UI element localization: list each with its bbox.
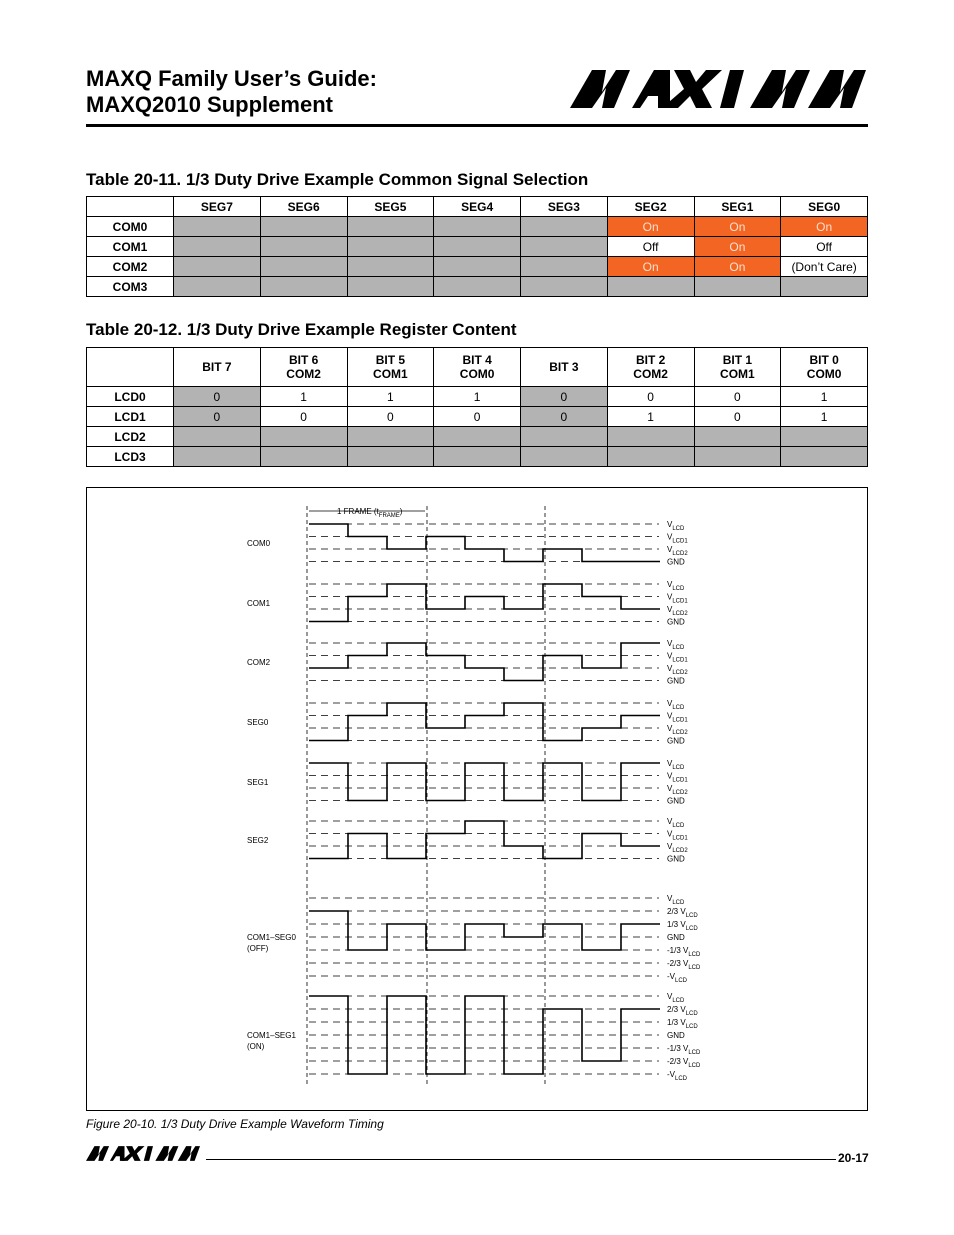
row-label: COM0 bbox=[87, 217, 174, 237]
level-label: $V_{LCD}$ bbox=[667, 759, 685, 771]
table-cell bbox=[434, 257, 521, 277]
title-line-1: MAXQ Family User’s Guide: bbox=[86, 66, 377, 91]
table-cell bbox=[434, 217, 521, 237]
level-label: $V_{LCD1}$ bbox=[667, 711, 688, 724]
signal-state: (ON) bbox=[247, 1042, 265, 1051]
table-cell bbox=[347, 447, 434, 467]
waveform-trace bbox=[309, 911, 660, 950]
table-row bbox=[87, 257, 868, 277]
signal-name: COM2 bbox=[247, 657, 271, 667]
figure-caption: Figure 20-10. 1/3 Duty Drive Example Waveform Timing bbox=[86, 1117, 384, 1131]
level-label: $V_{LCD1}$ bbox=[667, 829, 688, 842]
level-label: 2/3 $V_{LCD}$ bbox=[667, 907, 698, 919]
table-cell bbox=[521, 427, 608, 447]
level-label: $V_{LCD}$ bbox=[667, 992, 685, 1004]
table-row bbox=[87, 387, 868, 407]
level-label: $V_{LCD1}$ bbox=[667, 651, 688, 664]
table-cell: 0 bbox=[260, 407, 347, 427]
table-cell bbox=[260, 237, 347, 257]
table-cell bbox=[347, 217, 434, 237]
level-label: GND bbox=[667, 676, 685, 686]
row-label: LCD3 bbox=[87, 447, 174, 467]
header-corner bbox=[87, 348, 174, 387]
column-header-bit: BIT 3 bbox=[549, 360, 579, 374]
level-label: GND bbox=[667, 933, 685, 942]
table-cell: 0 bbox=[521, 407, 608, 427]
column-header bbox=[607, 348, 694, 387]
table-cell bbox=[347, 237, 434, 257]
row-label: LCD1 bbox=[87, 407, 174, 427]
column-header-bit: BIT 0 bbox=[809, 353, 839, 367]
table-cell bbox=[174, 427, 261, 447]
column-header: SEG6 bbox=[260, 197, 347, 217]
waveform-trace bbox=[309, 584, 660, 622]
table-cell: 0 bbox=[694, 407, 781, 427]
row-label: LCD2 bbox=[87, 427, 174, 447]
column-header-bit: BIT 7 bbox=[202, 360, 232, 374]
level-label: $V_{LCD2}$ bbox=[667, 605, 688, 617]
level-label: GND bbox=[667, 796, 685, 806]
table-cell bbox=[174, 217, 261, 237]
footer-maxim-logo bbox=[86, 1146, 200, 1161]
table-cell bbox=[694, 427, 781, 447]
signal-name: SEG0 bbox=[247, 717, 269, 727]
table-cell bbox=[434, 447, 521, 467]
table-cell: Off bbox=[781, 237, 868, 257]
signal-name: COM0 bbox=[247, 538, 271, 548]
table-cell bbox=[607, 277, 694, 297]
header-rule bbox=[86, 124, 868, 127]
table-cell bbox=[607, 427, 694, 447]
table-cell bbox=[521, 277, 608, 297]
level-label: $V_{LCD}$ bbox=[667, 817, 685, 829]
table-cell: 0 bbox=[521, 387, 608, 407]
table-row bbox=[87, 427, 868, 447]
level-label: $-V_{LCD}$ bbox=[667, 972, 688, 984]
column-header-bit: BIT 6 bbox=[288, 353, 319, 367]
table-cell bbox=[260, 217, 347, 237]
table-cell: 1 bbox=[260, 387, 347, 407]
table-cell: On bbox=[694, 257, 781, 277]
table-cell: On bbox=[781, 217, 868, 237]
table-cell: 1 bbox=[781, 387, 868, 407]
table-cell bbox=[260, 447, 347, 467]
level-label: 2/3 $V_{LCD}$ bbox=[667, 1005, 698, 1017]
level-label: $V_{LCD2}$ bbox=[667, 842, 688, 854]
row-label: COM1 bbox=[87, 237, 174, 257]
header-corner bbox=[87, 197, 174, 217]
level-label: GND bbox=[667, 617, 685, 627]
frame-label: 1 FRAME $(t_{FRAME})$ bbox=[337, 507, 403, 519]
level-label: GND bbox=[667, 736, 685, 746]
common-signal-table bbox=[86, 196, 868, 297]
register-content-table bbox=[86, 347, 868, 467]
column-header-signal: COM0 bbox=[459, 367, 495, 381]
column-header bbox=[521, 348, 608, 387]
document-title bbox=[86, 66, 377, 118]
table-cell bbox=[174, 447, 261, 467]
level-label: $V_{LCD}$ bbox=[667, 639, 685, 651]
column-header: SEG1 bbox=[694, 197, 781, 217]
level-label: $V_{LCD}$ bbox=[667, 894, 685, 906]
level-label: -1/3 $V_{LCD}$ bbox=[667, 946, 701, 958]
table-cell bbox=[434, 277, 521, 297]
level-label: $V_{LCD2}$ bbox=[667, 664, 688, 676]
level-label: $V_{LCD2}$ bbox=[667, 724, 688, 736]
table-cell bbox=[781, 427, 868, 447]
level-label: -2/3 $V_{LCD}$ bbox=[667, 959, 701, 971]
column-header bbox=[781, 348, 868, 387]
footer-rule bbox=[206, 1159, 836, 1160]
maxim-logo bbox=[570, 70, 866, 108]
table-cell: 1 bbox=[607, 407, 694, 427]
table2-title: Table 20-12. 1/3 Duty Drive Example Register Content bbox=[86, 320, 517, 339]
level-label: $V_{LCD2}$ bbox=[667, 545, 688, 557]
signal-name: COM1 bbox=[247, 598, 271, 608]
level-label: -2/3 $V_{LCD}$ bbox=[667, 1057, 701, 1069]
waveform-trace bbox=[309, 703, 660, 741]
column-header-bit: BIT 1 bbox=[722, 353, 753, 367]
table-cell: On bbox=[694, 217, 781, 237]
table-cell: Off bbox=[607, 237, 694, 257]
table-cell bbox=[521, 257, 608, 277]
column-header bbox=[434, 348, 521, 387]
level-label: $V_{LCD1}$ bbox=[667, 592, 688, 605]
signal-name: COM1–SEG1 bbox=[247, 1031, 296, 1040]
column-header bbox=[174, 348, 261, 387]
signal-name: SEG2 bbox=[247, 835, 269, 845]
level-label: GND bbox=[667, 557, 685, 567]
table-cell: (Don’t Care) bbox=[781, 257, 868, 277]
level-label: GND bbox=[667, 1031, 685, 1040]
column-header-signal: COM2 bbox=[286, 367, 321, 381]
table-cell bbox=[260, 257, 347, 277]
waveform-trace bbox=[309, 763, 660, 801]
table-cell bbox=[434, 237, 521, 257]
level-label: $V_{LCD1}$ bbox=[667, 771, 688, 784]
row-label: LCD0 bbox=[87, 387, 174, 407]
row-label: COM3 bbox=[87, 277, 174, 297]
table-row bbox=[87, 447, 868, 467]
column-header-bit: BIT 5 bbox=[375, 353, 406, 367]
column-header: SEG5 bbox=[347, 197, 434, 217]
table-cell bbox=[174, 237, 261, 257]
waveform-figure bbox=[86, 487, 868, 1111]
waveform-diagram bbox=[87, 488, 867, 1110]
signal-state: (OFF) bbox=[247, 944, 269, 953]
waveform-trace bbox=[309, 821, 660, 859]
table-cell: On bbox=[607, 257, 694, 277]
column-header bbox=[347, 348, 434, 387]
column-header-signal: COM1 bbox=[373, 367, 408, 381]
level-label: $V_{LCD}$ bbox=[667, 520, 685, 532]
table-cell bbox=[521, 237, 608, 257]
table-cell bbox=[607, 447, 694, 467]
table-cell bbox=[521, 217, 608, 237]
table-cell: 1 bbox=[781, 407, 868, 427]
column-header bbox=[694, 348, 781, 387]
level-label: $-V_{LCD}$ bbox=[667, 1070, 688, 1082]
title-line-2: MAXQ2010 Supplement bbox=[86, 92, 333, 117]
table-cell: 0 bbox=[694, 387, 781, 407]
column-header: SEG7 bbox=[174, 197, 261, 217]
signal-name: SEG1 bbox=[247, 777, 269, 787]
level-label: 1/3 $V_{LCD}$ bbox=[667, 1018, 698, 1030]
table-cell bbox=[347, 427, 434, 447]
column-header-signal: COM0 bbox=[806, 367, 842, 381]
waveform-trace bbox=[309, 643, 660, 681]
table-row bbox=[87, 407, 868, 427]
level-label: $V_{LCD2}$ bbox=[667, 784, 688, 796]
table-cell bbox=[260, 427, 347, 447]
table-cell: 0 bbox=[347, 407, 434, 427]
table-cell bbox=[521, 447, 608, 467]
table-cell: 0 bbox=[434, 407, 521, 427]
table-cell: 0 bbox=[174, 387, 261, 407]
signal-name: COM1–SEG0 bbox=[247, 933, 296, 942]
table-row bbox=[87, 277, 868, 297]
page-number: 20-17 bbox=[838, 1151, 869, 1165]
level-label: $V_{LCD}$ bbox=[667, 580, 685, 592]
waveform-trace bbox=[309, 524, 660, 562]
table-cell bbox=[781, 277, 868, 297]
table1-title: Table 20-11. 1/3 Duty Drive Example Common Signal Selection bbox=[86, 170, 589, 189]
table-cell bbox=[174, 257, 261, 277]
column-header: SEG0 bbox=[781, 197, 868, 217]
table-cell bbox=[694, 277, 781, 297]
table-cell: On bbox=[607, 217, 694, 237]
column-header: SEG4 bbox=[434, 197, 521, 217]
table-cell: On bbox=[694, 237, 781, 257]
table-cell: 1 bbox=[434, 387, 521, 407]
table-cell bbox=[260, 277, 347, 297]
column-header-signal: COM2 bbox=[633, 367, 668, 381]
table-row bbox=[87, 217, 868, 237]
table-cell: 0 bbox=[174, 407, 261, 427]
level-label: $V_{LCD}$ bbox=[667, 699, 685, 711]
level-label: -1/3 $V_{LCD}$ bbox=[667, 1044, 701, 1056]
level-label: GND bbox=[667, 854, 685, 864]
column-header bbox=[260, 348, 347, 387]
table-cell: 1 bbox=[347, 387, 434, 407]
level-label: 1/3 $V_{LCD}$ bbox=[667, 920, 698, 932]
table-cell bbox=[781, 447, 868, 467]
table-cell bbox=[174, 277, 261, 297]
table-cell bbox=[347, 277, 434, 297]
table-cell bbox=[694, 447, 781, 467]
table-cell bbox=[347, 257, 434, 277]
column-header-signal: COM1 bbox=[720, 367, 755, 381]
column-header: SEG3 bbox=[521, 197, 608, 217]
table-cell bbox=[434, 427, 521, 447]
level-label: $V_{LCD1}$ bbox=[667, 532, 688, 545]
column-header-bit: BIT 4 bbox=[462, 353, 492, 367]
column-header: SEG2 bbox=[607, 197, 694, 217]
table-cell: 0 bbox=[607, 387, 694, 407]
column-header-bit: BIT 2 bbox=[635, 353, 666, 367]
row-label: COM2 bbox=[87, 257, 174, 277]
table-row bbox=[87, 237, 868, 257]
